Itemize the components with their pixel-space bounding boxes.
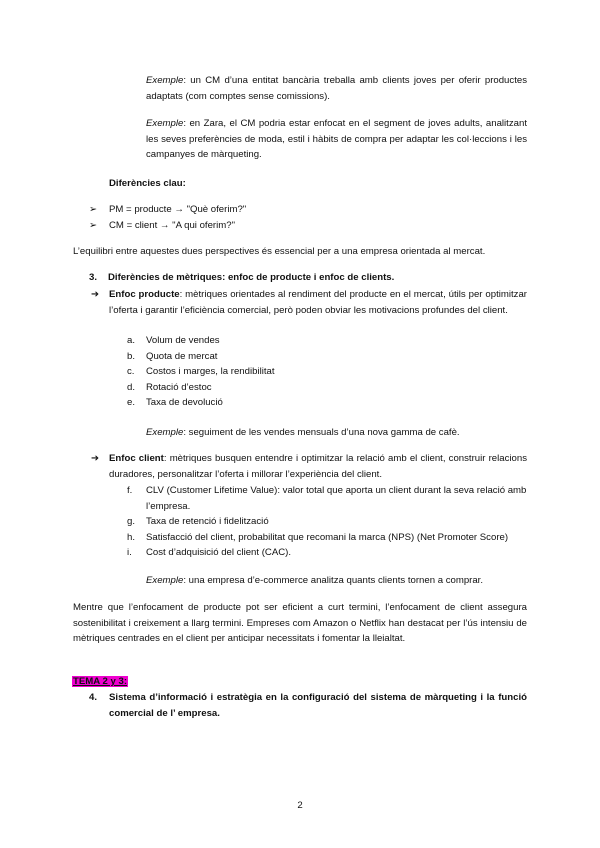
list-item (127, 364, 275, 380)
example-label: Exemple (146, 75, 184, 86)
list-letter: d. (127, 381, 136, 393)
arrow-right-icon: ➔ (91, 289, 100, 300)
bullet-icon: ➢ (89, 220, 98, 231)
list-letter: i. (127, 547, 132, 559)
example-label: Exemple (146, 575, 184, 586)
example-text: : una empresa d’e-commerce analitza quants clients tornen a comprar. (183, 575, 484, 586)
bullet-icon: ➢ (89, 204, 98, 215)
section-4-title: Sistema d’informació i estratègia en la configuració del sistema de màrqueting i la funció comercial de l’ empresa. (109, 692, 527, 719)
example-text: : un CM d’una entitat bancària treballa amb clients joves per oferir productes adaptats (com comptes sense comissions). (146, 75, 527, 102)
section-title: Diferències de mètriques: enfoc de producte i enfoc de clients. (108, 272, 395, 283)
closing-paragraph: Mentre que l’enfocament de producte pot ser eficient a curt termini, l’enfocament de client assegura sostenibilitat i creixement a llarg termini. Empreses com Amazon o Netflix han destacat per l’ús intensiu de mètriques centrades en el client per anticipar necessitats i fomentar la lleialtat. (73, 602, 527, 645)
list-text: Satisfacció del client, probabilitat que recomani la marca (NPS) (Net Promoter Score) (146, 531, 509, 543)
key-diff-text: CM = client → "A qui oferim?" (109, 220, 235, 231)
key-diff-item (89, 202, 246, 218)
list-letter: b. (127, 350, 136, 362)
list-text: CLV (Customer Lifetime Value): valor total que aporta un client durant la seva relació amb l’empresa. (146, 485, 527, 512)
list-item (127, 545, 527, 561)
list-item (127, 333, 275, 349)
list-letter: g. (127, 516, 136, 528)
list-text: Cost d’adquisició del client (CAC). (146, 547, 292, 559)
balance-paragraph: L’equilibri entre aquestes dues perspectives és essencial per a una empresa orientada al mercat. (73, 246, 486, 257)
list-item (127, 380, 275, 396)
tema-label (72, 674, 128, 690)
example-label: Exemple (146, 427, 184, 438)
list-item (127, 483, 527, 514)
client-focus-paragraph (109, 451, 527, 482)
list-letter: a. (127, 335, 136, 346)
key-diff-item (89, 218, 235, 234)
example-text: : seguiment de les vendes mensuals d’una nova gamma de cafè. (183, 427, 460, 438)
tema-highlight: TEMA 2 y 3: (73, 676, 128, 687)
product-focus-label: Enfoc producte (109, 289, 180, 300)
product-metric-list (127, 333, 275, 411)
list-text: Costos i marges, la rendibilitat (146, 366, 275, 378)
list-text: Taxa de retenció i fidelització (146, 516, 269, 528)
list-letter: e. (127, 397, 136, 409)
list-letter: c. (127, 366, 135, 378)
key-diff-text: PM = producte → "Què oferim?" (109, 204, 247, 215)
list-item (127, 514, 527, 530)
list-item (127, 395, 275, 411)
client-metric-list (127, 483, 527, 561)
client-example (146, 573, 483, 589)
product-focus-text: : mètriques orientades al rendiment del producte en el mercat, útils per optimitzar l’oferta i garantir l’eficiència comercial, però poden obviar les motivacions profundes del client. (109, 289, 527, 316)
list-text: Quota de mercat (146, 350, 218, 362)
list-text: Taxa de devolució (146, 397, 223, 409)
section-4-number: 4. (89, 692, 98, 703)
client-focus-text: : mètriques busquen entendre i optimitzar la relació amb el client, construir relacions duradores, personalitzar l’oferta i millorar l’experiència del client. (109, 453, 528, 480)
example-text: : en Zara, el CM podria estar enfocat en el segment de joves adults, analitzant les seves preferències de moda, estil i hàbits de compra per adaptar les col·leccions i les campanyes de màrqueting. (146, 118, 527, 161)
list-letter: f. (127, 485, 133, 496)
product-example (146, 425, 460, 441)
example-label: Exemple (146, 118, 184, 129)
key-differences-title: Diferències clau: (109, 178, 186, 189)
page-number: 2 (297, 800, 303, 811)
example-1 (146, 73, 527, 104)
product-focus-paragraph (109, 287, 527, 318)
section-number: 3. (89, 272, 98, 283)
list-item (127, 530, 527, 546)
list-letter: h. (127, 531, 136, 543)
client-focus-label: Enfoc client (109, 453, 164, 464)
list-text: Volum de vendes (146, 335, 220, 346)
example-2 (146, 116, 527, 163)
arrow-right-icon: ➔ (91, 453, 100, 464)
list-item (127, 349, 275, 365)
list-text: Rotació d’estoc (146, 381, 212, 393)
section-3-heading (89, 270, 394, 286)
